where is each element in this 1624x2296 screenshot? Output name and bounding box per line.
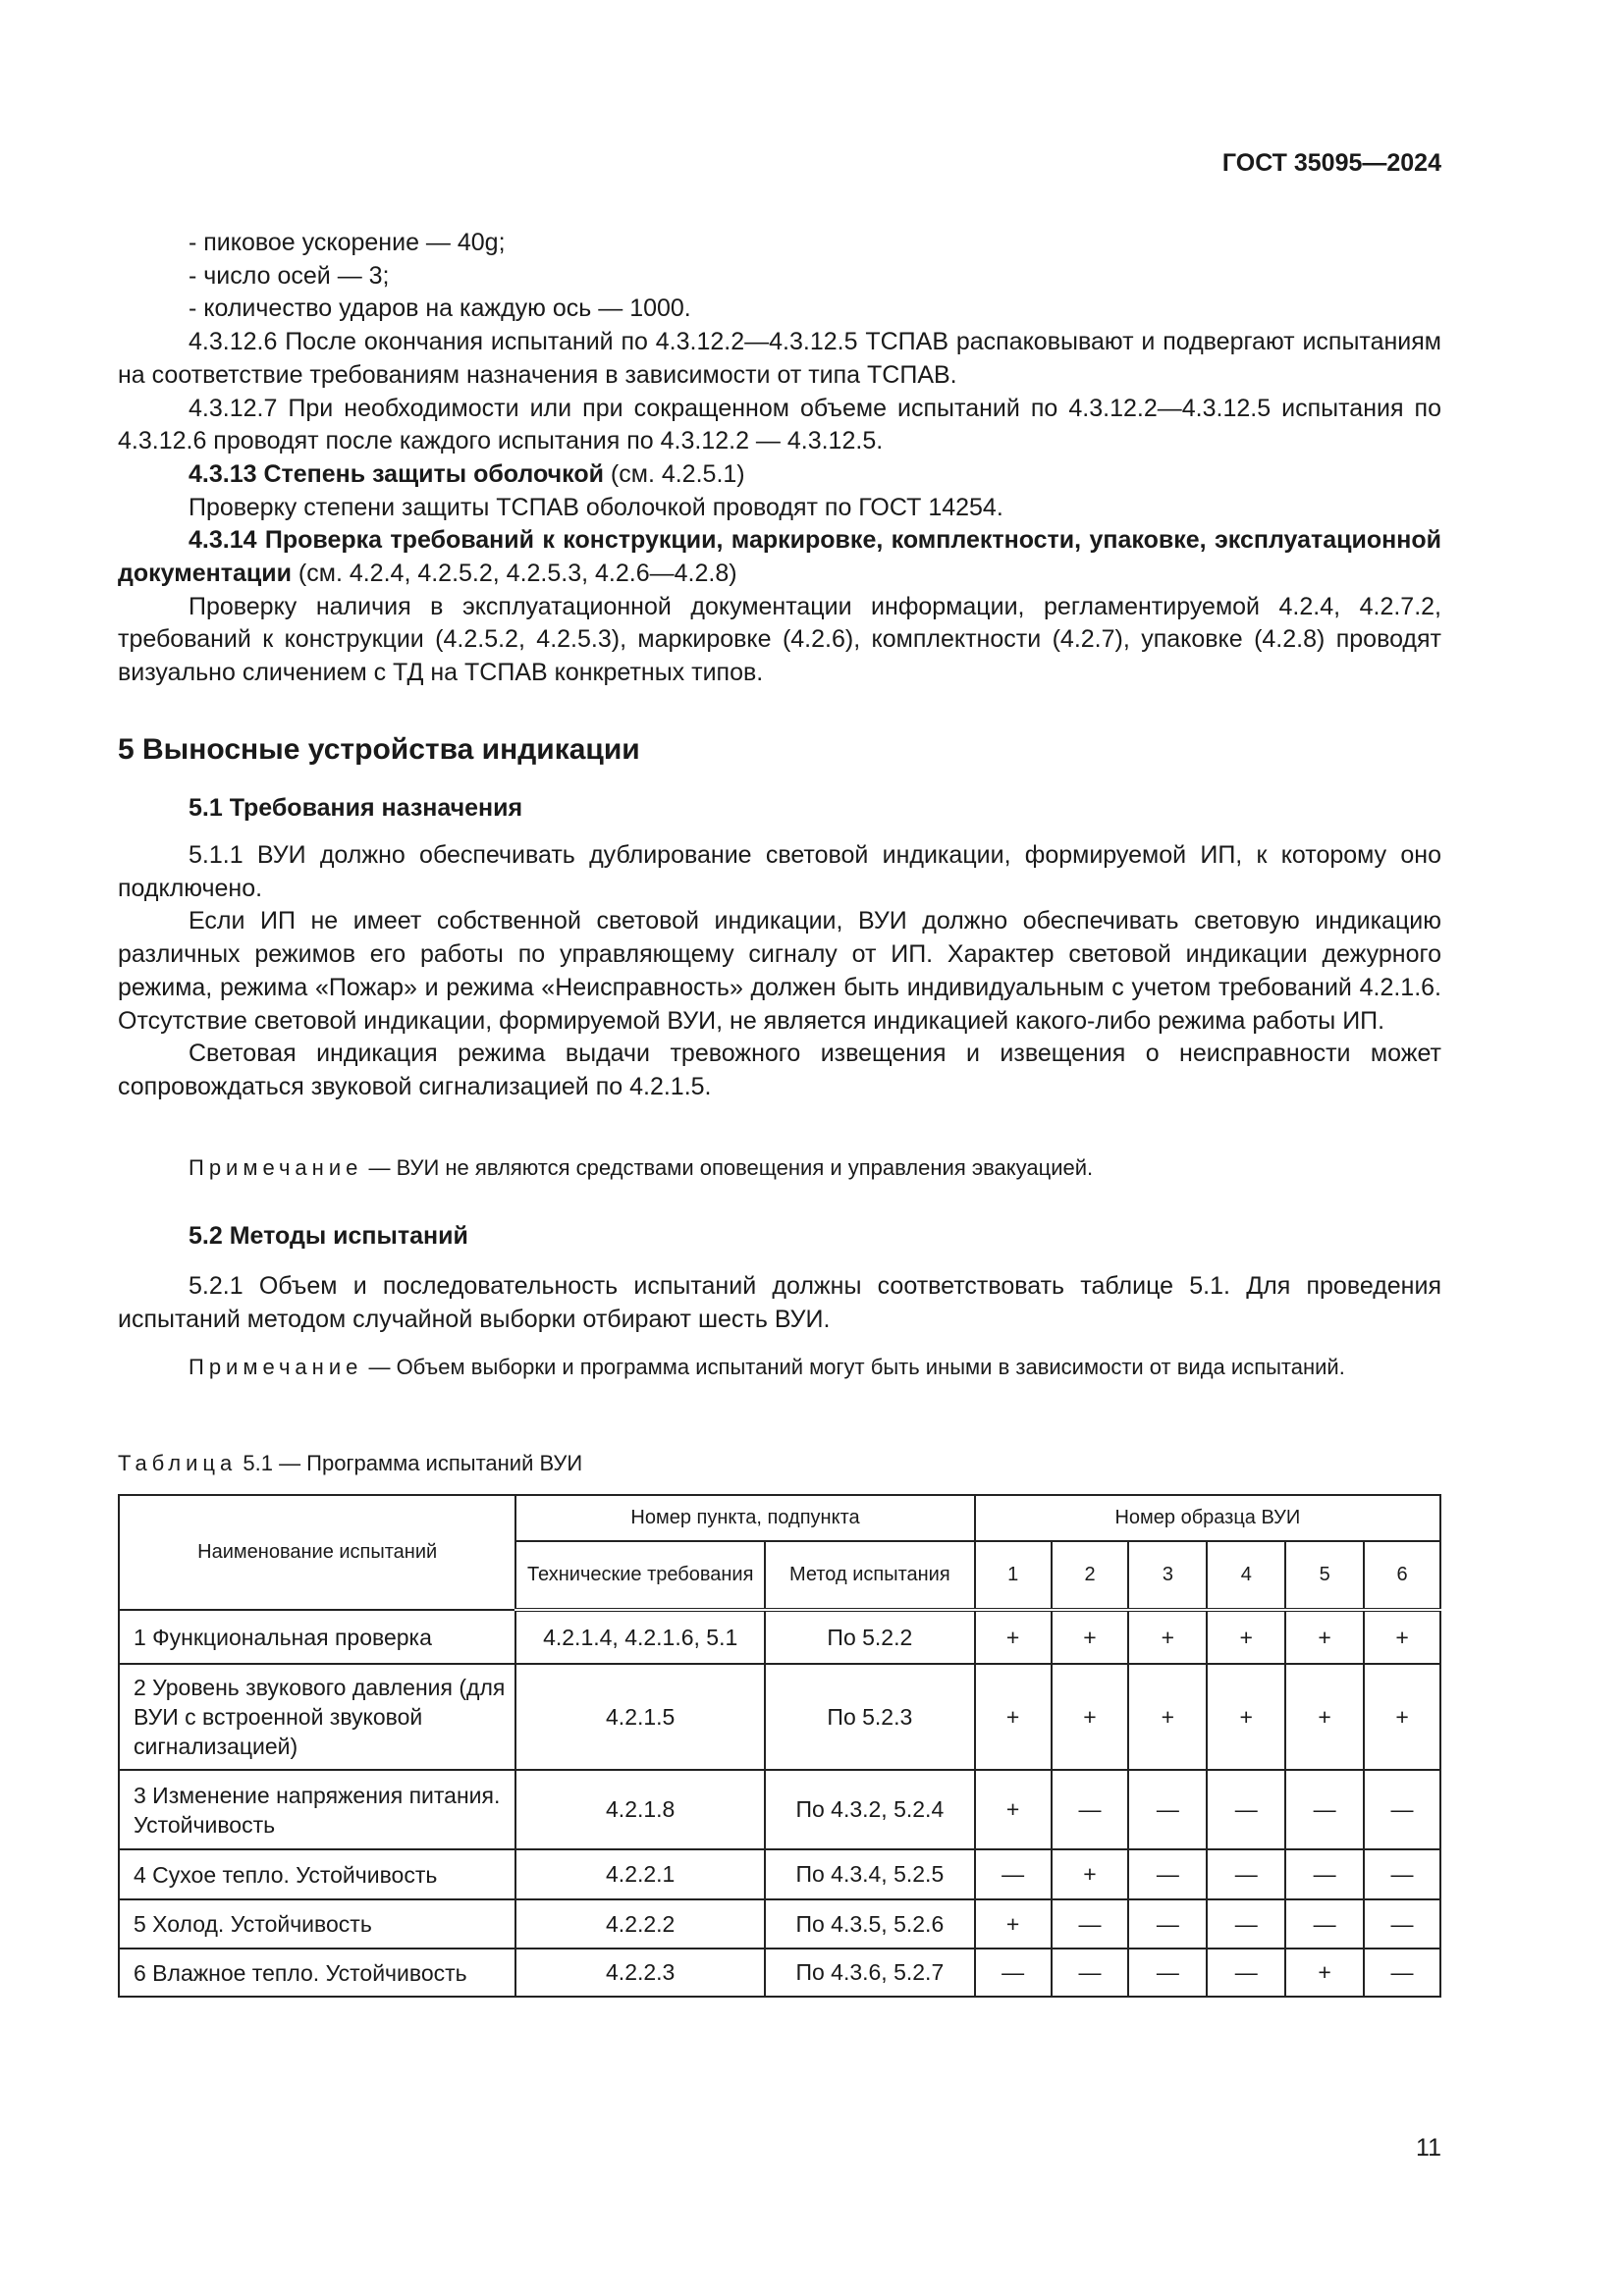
cell-sample-mark: —	[1364, 1899, 1440, 1949]
cell-test-method: По 5.2.3	[765, 1664, 975, 1770]
cell-test-name: 4 Сухое тепло. Устойчивость	[119, 1849, 515, 1899]
paragraph-4-3-13: Проверку степени защиты ТСПАВ оболочкой проводят по ГОСТ 14254.	[189, 493, 1003, 521]
cell-sample-mark: +	[975, 1770, 1052, 1849]
header-sample: 3	[1128, 1541, 1207, 1610]
section-5-2-title: 5.2 Методы испытаний	[189, 1222, 468, 1250]
cell-sample-mark: +	[975, 1610, 1052, 1664]
cell-test-method: По 5.2.2	[765, 1610, 975, 1664]
cell-sample-mark: —	[1364, 1849, 1440, 1899]
cell-sample-mark: —	[1052, 1770, 1129, 1849]
paragraph-4-3-12-7: 4.3.12.7 При необходимости или при сокращенном объеме испытаний по 4.3.12.2—4.3.12.5 испытания по 4.3.12.6 проводят после каждого испытания по 4.3.12.2 — 4.3.12.5.	[118, 394, 1441, 455]
header-sample: 6	[1364, 1541, 1440, 1610]
note-1	[118, 1153, 1441, 1183]
paragraph: 5.1.1 ВУИ должно обеспечивать дублирование световой индикации, формируемой ИП, к которому оно подключено.	[118, 841, 1441, 902]
cell-sample-mark: +	[1207, 1610, 1285, 1664]
cell-sample-mark: +	[975, 1664, 1052, 1770]
cell-tech-requirements: 4.2.2.1	[515, 1849, 765, 1899]
cell-sample-mark: —	[1285, 1899, 1364, 1949]
cell-test-name: 5 Холод. Устойчивость	[119, 1899, 515, 1949]
cell-sample-mark: +	[1052, 1610, 1129, 1664]
table-row	[119, 1610, 1440, 1664]
header-clause-number: Номер пункта, подпункта	[515, 1495, 974, 1541]
page-number: 11	[1416, 2134, 1441, 2162]
test-program-table	[118, 1494, 1441, 1998]
heading-4-3-13-ref: (см. 4.2.5.1)	[603, 459, 745, 488]
section-5-title: 5 Выносные устройства индикации	[118, 733, 640, 766]
cell-test-method: По 4.3.5, 5.2.6	[765, 1899, 975, 1949]
cell-test-name: 1 Функциональная проверка	[119, 1610, 515, 1664]
header-test-name: Наименование испытаний	[119, 1495, 515, 1610]
note-label: Примечание	[189, 1355, 363, 1379]
section-5-2-body	[118, 1270, 1441, 1336]
cell-sample-mark: —	[1128, 1770, 1207, 1849]
cell-sample-mark: —	[1207, 1899, 1285, 1949]
list-item: - пиковое ускорение — 40g;	[189, 229, 506, 256]
cell-sample-mark: —	[975, 1949, 1052, 1997]
cell-test-method: По 4.3.2, 5.2.4	[765, 1770, 975, 1849]
note-2	[118, 1353, 1441, 1382]
cell-sample-mark: +	[1052, 1664, 1129, 1770]
section-5-1-body	[118, 839, 1441, 1104]
cell-sample-mark: —	[1364, 1770, 1440, 1849]
cell-test-method: По 4.3.4, 5.2.5	[765, 1849, 975, 1899]
list-item: - количество ударов на каждую ось — 1000.	[189, 294, 691, 323]
heading-4-3-13	[118, 458, 1441, 492]
cell-sample-mark: +	[1128, 1610, 1207, 1664]
cell-sample-mark: —	[1364, 1949, 1440, 1997]
section-4-3-12-continued	[118, 227, 1441, 690]
table-row	[119, 1899, 1440, 1949]
cell-sample-mark: —	[1128, 1949, 1207, 1997]
cell-tech-requirements: 4.2.2.3	[515, 1949, 765, 1997]
cell-sample-mark: —	[975, 1849, 1052, 1899]
paragraph: Если ИП не имеет собственной световой индикации, ВУИ должно обеспечивать световую индикацию различных режимов его работы по управляющему сигналу от ИП. Характер световой индикации дежурного режима, режима «Пожар» и режима «Неисправность» должен быть индивидуальным с учетом требований 4.2.1.6. Отсутствие световой индикации, формируемой ВУИ, не является индикацией какого-либо режима работы ИП.	[118, 907, 1441, 1035]
paragraph-4-3-12-6: 4.3.12.6 После окончания испытаний по 4.3.12.2—4.3.12.5 ТСПАВ распаковывают и подвергают испытаниям на соответствие требованиям назначения в зависимости от типа ТСПАВ.	[118, 328, 1441, 389]
header-sample: 4	[1207, 1541, 1285, 1610]
cell-tech-requirements: 4.2.2.2	[515, 1899, 765, 1949]
header-test-method: Метод испытания	[765, 1541, 975, 1610]
cell-tech-requirements: 4.2.1.4, 4.2.1.6, 5.1	[515, 1610, 765, 1664]
cell-sample-mark: +	[1364, 1664, 1440, 1770]
document-id-header: ГОСТ 35095—2024	[1221, 149, 1441, 177]
table-row	[119, 1849, 1440, 1899]
table-row	[119, 1949, 1440, 1997]
note-text: — Объем выборки и программа испытаний могут быть иными в зависимости от вида испытаний.	[362, 1355, 1345, 1379]
cell-sample-mark: —	[1052, 1949, 1129, 1997]
note-label: Примечание	[189, 1155, 363, 1180]
header-tech-requirements: Технические требования	[515, 1541, 765, 1610]
heading-4-3-14-ref: (см. 4.2.4, 4.2.5.2, 4.2.5.3, 4.2.6—4.2.8)	[291, 560, 737, 588]
cell-test-name: 2 Уровень звукового давления (для ВУИ с встроенной звуковой сигнализацией)	[119, 1664, 515, 1770]
header-sample-number: Номер образца ВУИ	[975, 1495, 1440, 1541]
heading-4-3-13-title: 4.3.13 Степень защиты оболочкой	[189, 459, 604, 488]
cell-sample-mark: +	[1285, 1949, 1364, 1997]
heading-4-3-14	[118, 524, 1441, 590]
cell-test-name: 3 Изменение напряжения питания. Устойчивость	[119, 1770, 515, 1849]
cell-sample-mark: +	[1207, 1664, 1285, 1770]
header-sample: 1	[975, 1541, 1052, 1610]
table-row	[119, 1664, 1440, 1770]
header-sample: 2	[1052, 1541, 1129, 1610]
cell-sample-mark: —	[1128, 1849, 1207, 1899]
paragraph: Световая индикация режима выдачи тревожного извещения и извещения о неисправности может сопровождаться звуковой сигнализацией по 4.2.1.5.	[118, 1040, 1441, 1100]
cell-sample-mark: —	[1285, 1770, 1364, 1849]
heading-4-3-14-title: 4.3.14 Проверка требований к конструкции, маркировке, комплектности, упаковке, эксплуатационной документации	[118, 526, 1441, 588]
cell-sample-mark: —	[1207, 1770, 1285, 1849]
cell-sample-mark: —	[1207, 1949, 1285, 1997]
table-row	[119, 1770, 1440, 1849]
list-item: - число осей — 3;	[189, 261, 390, 290]
cell-test-name: 6 Влажное тепло. Устойчивость	[119, 1949, 515, 1997]
table-caption-text: 5.1 — Программа испытаний ВУИ	[237, 1451, 583, 1475]
cell-test-method: По 4.3.6, 5.2.7	[765, 1949, 975, 1997]
note-text: — ВУИ не являются средствами оповещения и управления эвакуацией.	[362, 1155, 1094, 1180]
cell-sample-mark: —	[1285, 1849, 1364, 1899]
cell-sample-mark: —	[1128, 1899, 1207, 1949]
header-sample: 5	[1285, 1541, 1364, 1610]
table-caption	[118, 1451, 582, 1476]
cell-sample-mark: +	[1364, 1610, 1440, 1664]
cell-sample-mark: +	[1285, 1664, 1364, 1770]
cell-tech-requirements: 4.2.1.5	[515, 1664, 765, 1770]
paragraph-4-3-14: Проверку наличия в эксплуатационной документации информации, регламентируемой 4.2.4, 4.2.7.2, требований к конструкции (4.2.5.2, 4.2.5.3), маркировке (4.2.6), комплектности (4.2.7), упаковке (4.2.8) проводят визуально сличением с ТД на ТСПАВ конкретных типов.	[118, 592, 1441, 687]
cell-sample-mark: —	[1207, 1849, 1285, 1899]
paragraph-5-2-1: 5.2.1 Объем и последовательность испытаний должны соответствовать таблице 5.1. Для проведения испытаний методом случайной выборки отбирают шесть ВУИ.	[118, 1272, 1441, 1333]
table-caption-label: Таблица	[118, 1451, 238, 1475]
cell-sample-mark: +	[1285, 1610, 1364, 1664]
cell-sample-mark: —	[1052, 1899, 1129, 1949]
cell-sample-mark: +	[1128, 1664, 1207, 1770]
cell-sample-mark: +	[975, 1899, 1052, 1949]
cell-tech-requirements: 4.2.1.8	[515, 1770, 765, 1849]
cell-sample-mark: +	[1052, 1849, 1129, 1899]
section-5-1-title: 5.1 Требования назначения	[189, 794, 523, 822]
